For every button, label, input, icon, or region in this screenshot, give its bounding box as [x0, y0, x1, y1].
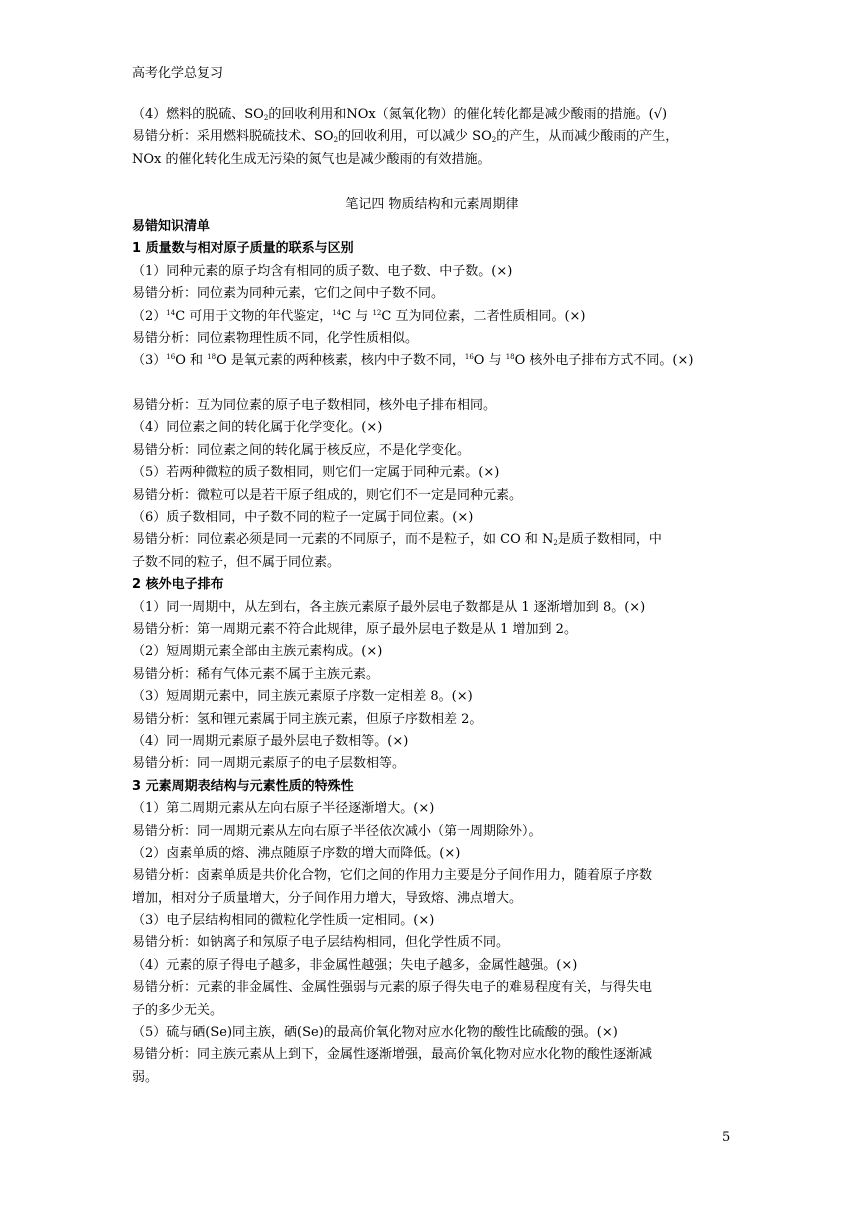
document-body — [132, 104, 732, 1089]
text-line: 易错分析：同位素为同种元素，它们之间中子数不同。 — [132, 286, 445, 302]
text-line — [132, 171, 732, 193]
text-line: 易错分析：同主族元素从上到下，金属性逐渐增强，最高价氧化物对应水化物的酸性逐渐减 — [132, 1047, 653, 1063]
text-line: 易错分析：氢和锂元素属于同主族元素，但原子序数相差 2。 — [132, 711, 483, 727]
text-line: $(3)^{16}O$ 和 $^{18}$O 是氧元素的两种核素，核内中子数不同，$^{16}$O 与 $^{18}$O 核外电子排布方式不同。(×) — [132, 353, 694, 369]
text-line: 弱。 — [132, 1069, 159, 1085]
text-line: 易错分析：采用燃料脱硫技术、$SO_2$的回收利用，可以减少 $SO_2$的产生，从而减少酸雨的产生， — [132, 129, 679, 145]
chapter-title: 笔记四 物质结构和元素周期律 — [345, 196, 519, 212]
section-heading: 3 元素周期表结构与元素性质的特殊性 — [132, 778, 354, 794]
text-line: 易错分析：同位素物理性质不同，化学性质相似。 — [132, 330, 419, 346]
page-number: 5 — [722, 1130, 731, 1145]
text-line: 易错分析：如钠离子和氖原子电子层结构相同，但化学性质不同。 — [132, 935, 510, 951]
text-line: 易错分析：元素的非金属性、金属性强弱与元素的原子得失电子的难易程度有关，与得失电 — [132, 980, 653, 996]
text-line: （5）若两种微粒的质子数相同，则它们一定属于同种元素。(×) — [132, 465, 500, 481]
text-line: （3）电子层结构相同的微粒化学性质一定相同。(×) — [132, 913, 435, 929]
text-line: （2）卤素单质的熔、沸点随原子序数的增大而降低。(×) — [132, 845, 461, 861]
text-line: 增加，相对分子质量增大，分子间作用力增大，导致熔、沸点增大。 — [132, 890, 523, 906]
text-line: （4）元素的原子得电子越多，非金属性越强；失电子越多，金属性越强。(×) — [132, 957, 578, 973]
page-header: 高考化学总复习 — [132, 66, 224, 81]
text-line: 易错分析：同位素必须是同一元素的不同原子，而不是粒子，如 CO 和 $N_2$是质子数相同，中 — [132, 532, 662, 548]
text-line: （3）短周期元素中，同主族元素原子序数一定相差 8。(×) — [132, 689, 473, 705]
text-line: （1）第二周期元素从左向右原子半径逐渐增大。(×) — [132, 801, 435, 817]
text-line: （5）硫与硒(Se)同主族，硒(Se)的最高价氧化物对应水化物的酸性比硫酸的强。(×) — [132, 1025, 618, 1041]
text-line — [132, 373, 732, 395]
text-line: 易错分析：同位素之间的转化属于核反应，不是化学变化。 — [132, 442, 471, 458]
text-line: 易错分析：第一周期元素不符合此规律，原子最外层电子数是从 1 增加到 2。 — [132, 621, 577, 637]
text-line: （1）同一周期中，从左到右，各主族元素原子最外层电子数都是从 1 逐渐增加到 8。(×) — [132, 599, 646, 615]
text-line: 子数不同的粒子，但不属于同位素。 — [132, 554, 341, 570]
section-heading: 2 核外电子排布 — [132, 577, 224, 593]
text-line: 子的多少无关。 — [132, 1002, 224, 1018]
text-line: 易错分析：稀有气体元素不属于主族元素。 — [132, 666, 380, 682]
text-line: 易错分析：互为同位素的原子电子数相同，核外电子排布相同。 — [132, 398, 497, 414]
text-line: （6）质子数相同，中子数不同的粒子一定属于同位素。(×) — [132, 510, 474, 526]
text-line: （4）同一周期元素原子最外层电子数相等。(×) — [132, 733, 409, 749]
text-line: （4）燃料的脱硫、$SO_2$的回收利用和NOx（氮氧化物）的催化转化都是减少酸雨的措施。(√) — [132, 107, 668, 122]
text-line: 易错分析：微粒可以是若干原子组成的，则它们不一定是同种元素。 — [132, 487, 523, 503]
section-heading: 易错知识清单 — [132, 218, 211, 234]
text-line: $(2)^{14}C$ 可用于文物的年代鉴定，$^{14}$C 与 $^{12}$C 互为同位素，二者性质相同。(×) — [132, 308, 586, 324]
text-line: （2）短周期元素全部由主族元素构成。(×) — [132, 644, 383, 660]
text-line: NOx 的催化转化生成无污染的氮气也是减少酸雨的有效措施。 — [132, 151, 491, 167]
text-line: 易错分析：同一周期元素从左向右原子半径依次减小（第一周期除外）。 — [132, 823, 542, 839]
text-line: （1）同种元素的原子均含有相同的质子数、电子数、中子数。(×) — [132, 263, 513, 279]
text-line: 易错分析：同一周期元素原子的电子层数相等。 — [132, 756, 406, 772]
text-line: 易错分析：卤素单质是共价化合物，它们之间的作用力主要是分子间作用力，随着原子序数 — [132, 868, 653, 884]
text-line: （4）同位素之间的转化属于化学变化。(×) — [132, 420, 383, 436]
section-heading: 1 质量数与相对原子质量的联系与区别 — [132, 241, 354, 257]
